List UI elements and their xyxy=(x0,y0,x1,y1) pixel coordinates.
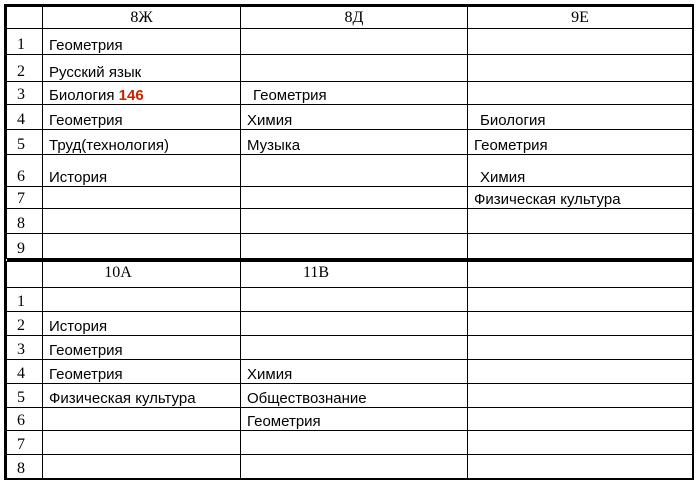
lesson-number: 6 xyxy=(7,408,43,431)
subject-cell xyxy=(43,234,241,259)
lesson-number: 3 xyxy=(7,336,43,360)
lesson-number: 2 xyxy=(7,55,43,82)
subject-cell xyxy=(468,288,693,312)
lesson-row xyxy=(7,360,693,384)
subject-name: Биология xyxy=(49,87,115,104)
subject-cell xyxy=(43,55,241,82)
subject-cell xyxy=(241,209,468,234)
subject-cell xyxy=(241,384,468,408)
subject-cell xyxy=(468,408,693,431)
subject-name: Геометрия xyxy=(253,87,327,104)
class-header-cell xyxy=(43,7,241,29)
class-header-cell xyxy=(468,7,693,29)
lesson-number: 5 xyxy=(7,130,43,155)
lesson-number: 9 xyxy=(7,234,43,259)
class-header-cell xyxy=(468,262,693,288)
subject-cell xyxy=(468,360,693,384)
subject-name: Музыка xyxy=(247,137,301,154)
lesson-row xyxy=(7,55,693,82)
class-name: 8Д xyxy=(344,9,364,26)
subject-name: Геометрия xyxy=(49,342,123,359)
header-corner-cell xyxy=(7,7,43,29)
lesson-row xyxy=(7,130,693,155)
lesson-row xyxy=(7,431,693,455)
schedule-table xyxy=(6,6,693,479)
subject-cell xyxy=(468,455,693,479)
lesson-number: 8 xyxy=(7,209,43,234)
subject-cell xyxy=(43,288,241,312)
subject-cell xyxy=(241,312,468,336)
subject-cell xyxy=(468,209,693,234)
class-name: 8Ж xyxy=(130,9,153,26)
class-name: 9Е xyxy=(571,9,589,26)
lesson-row xyxy=(7,209,693,234)
lesson-number: 3 xyxy=(7,82,43,105)
subject-cell xyxy=(241,29,468,55)
subject-name: Химия xyxy=(247,112,293,129)
lesson-number: 1 xyxy=(7,288,43,312)
class-name: 10А xyxy=(104,264,132,281)
subject-cell xyxy=(43,408,241,431)
subject-cell xyxy=(468,29,693,55)
class-header-cell xyxy=(43,262,241,288)
subject-cell xyxy=(241,187,468,209)
subject-cell xyxy=(241,455,468,479)
subject-cell xyxy=(241,105,468,130)
subject-name: Труд(технология) xyxy=(49,137,169,154)
subject-cell xyxy=(43,336,241,360)
lesson-number: 8 xyxy=(7,455,43,479)
subject-name: Геометрия xyxy=(247,413,321,430)
lesson-row xyxy=(7,82,693,105)
subject-cell xyxy=(43,384,241,408)
class-name: 11В xyxy=(302,264,330,281)
subject-cell xyxy=(468,312,693,336)
lesson-number: 1 xyxy=(7,29,43,55)
header-corner-cell xyxy=(7,262,43,288)
subject-cell xyxy=(468,55,693,82)
subject-cell xyxy=(241,288,468,312)
subject-name: Химия xyxy=(480,169,526,186)
top-header-row xyxy=(7,7,693,29)
subject-name: Биология xyxy=(480,112,546,129)
subject-cell xyxy=(43,82,241,105)
subject-cell xyxy=(468,130,693,155)
subject-name: История xyxy=(49,318,108,335)
subject-cell xyxy=(43,187,241,209)
lesson-number: 4 xyxy=(7,105,43,130)
subject-cell xyxy=(241,55,468,82)
subject-cell xyxy=(468,431,693,455)
lesson-row xyxy=(7,234,693,259)
lesson-number: 5 xyxy=(7,384,43,408)
class-header-cell xyxy=(241,7,468,29)
subject-name: Химия xyxy=(247,366,293,383)
subject-cell xyxy=(43,312,241,336)
subject-cell xyxy=(468,187,693,209)
subject-name: Геометрия xyxy=(49,112,123,129)
subject-cell xyxy=(43,360,241,384)
subject-cell xyxy=(241,408,468,431)
subject-cell xyxy=(241,155,468,187)
subject-name: Геометрия xyxy=(49,366,123,383)
subject-cell xyxy=(241,360,468,384)
subject-cell xyxy=(241,130,468,155)
lesson-row xyxy=(7,455,693,479)
lesson-number: 4 xyxy=(7,360,43,384)
lesson-number: 2 xyxy=(7,312,43,336)
lesson-row xyxy=(7,288,693,312)
subject-name: Геометрия xyxy=(474,137,548,154)
lesson-number: 7 xyxy=(7,431,43,455)
bottom-header-row xyxy=(7,262,693,288)
subject-name: Физическая культура xyxy=(49,390,196,407)
subject-cell xyxy=(468,336,693,360)
lesson-number: 6 xyxy=(7,155,43,187)
subject-cell xyxy=(468,155,693,187)
subject-cell xyxy=(43,431,241,455)
subject-cell xyxy=(468,105,693,130)
lesson-row xyxy=(7,29,693,55)
schedule-sheet xyxy=(4,4,694,480)
subject-cell xyxy=(468,384,693,408)
subject-name: Геометрия xyxy=(49,37,123,54)
subject-cell xyxy=(241,82,468,105)
subject-cell xyxy=(43,130,241,155)
lesson-row xyxy=(7,384,693,408)
subject-name: Обществознание xyxy=(247,390,367,407)
subject-cell xyxy=(241,234,468,259)
class-header-cell xyxy=(241,262,468,288)
lesson-number: 7 xyxy=(7,187,43,209)
subject-cell xyxy=(43,105,241,130)
subject-cell xyxy=(43,209,241,234)
subject-name: История xyxy=(49,169,108,186)
subject-name: Русский язык xyxy=(49,64,142,81)
subject-cell xyxy=(241,431,468,455)
lesson-row xyxy=(7,155,693,187)
lesson-row xyxy=(7,408,693,431)
subject-name: Физическая культура xyxy=(474,191,621,208)
subject-cell xyxy=(468,234,693,259)
lesson-row xyxy=(7,336,693,360)
room-number: 146 xyxy=(118,87,144,104)
subject-cell xyxy=(43,29,241,55)
subject-cell xyxy=(468,82,693,105)
lesson-row xyxy=(7,187,693,209)
subject-cell xyxy=(43,155,241,187)
lesson-row xyxy=(7,105,693,130)
subject-cell xyxy=(241,336,468,360)
subject-cell xyxy=(43,455,241,479)
lesson-row xyxy=(7,312,693,336)
